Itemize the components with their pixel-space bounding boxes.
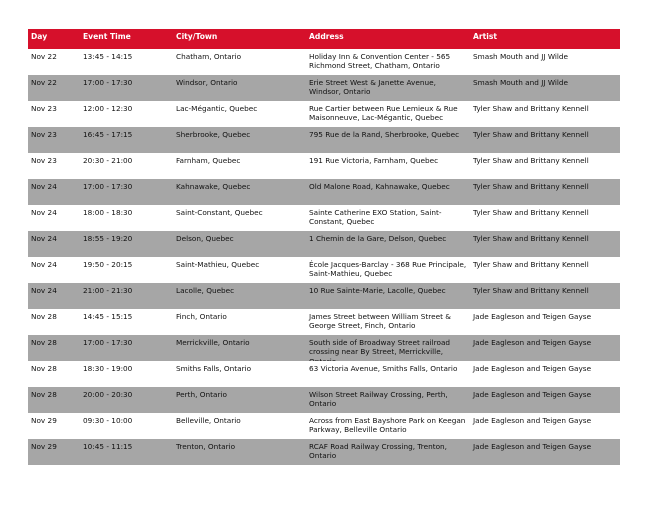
table-row	[28, 283, 620, 309]
cell-address: 63 Victoria Avenue, Smiths Falls, Ontario	[309, 364, 458, 373]
cell-artist: Jade Eagleson and Teigen Gayse	[473, 364, 592, 373]
cell-day: Nov 23	[31, 104, 57, 113]
cell-event-time: 09:30 - 10:00	[83, 416, 133, 425]
cell-artist: Smash Mouth and JJ Wilde	[473, 52, 569, 61]
cell-day: Nov 24	[31, 208, 57, 217]
cell-city-town: Finch, Ontario	[176, 312, 227, 321]
cell-day: Nov 28	[31, 364, 57, 373]
cell-artist: Tyler Shaw and Brittany Kennell	[473, 104, 589, 113]
cell-address: Rue Cartier between Rue Lemieux & Rue Maisonneuve, Lac-Mégantic, Quebec	[309, 104, 458, 123]
cell-artist: Tyler Shaw and Brittany Kennell	[473, 260, 589, 269]
table-row	[28, 153, 620, 179]
cell-artist: Tyler Shaw and Brittany Kennell	[473, 156, 589, 165]
cell-day: Nov 29	[31, 442, 57, 451]
cell-address: RCAF Road Railway Crossing, Trenton, Ontario	[309, 442, 447, 461]
cell-day: Nov 23	[31, 130, 57, 139]
cell-event-time: 12:00 - 12:30	[83, 104, 133, 113]
cell-city-town: Farnham, Quebec	[176, 156, 241, 165]
table-row	[28, 309, 620, 335]
cell-address: 795 Rue de la Rand, Sherbrooke, Quebec	[309, 130, 460, 139]
cell-day: Nov 24	[31, 260, 57, 269]
table-row	[28, 439, 620, 465]
cell-address: 1 Chemin de la Gare, Delson, Quebec	[309, 234, 447, 243]
cell-city-town: Merrickville, Ontario	[176, 338, 250, 347]
cell-day: Nov 24	[31, 234, 57, 243]
table-row	[28, 179, 620, 205]
cell-address: Holiday Inn & Convention Center - 565 Richmond Street, Chatham, Ontario	[309, 52, 451, 71]
cell-city-town: Sherbrooke, Quebec	[176, 130, 251, 139]
cell-event-time: 10:45 - 11:15	[83, 442, 133, 451]
cell-artist: Tyler Shaw and Brittany Kennell	[473, 208, 589, 217]
cell-city-town: Lacolle, Quebec	[176, 286, 235, 295]
cell-event-time: 13:45 - 14:15	[83, 52, 133, 61]
table-row	[28, 127, 620, 153]
table-row	[28, 49, 620, 75]
cell-artist: Tyler Shaw and Brittany Kennell	[473, 130, 589, 139]
cell-day: Nov 28	[31, 338, 57, 347]
cell-artist: Jade Eagleson and Teigen Gayse	[473, 416, 592, 425]
cell-day: Nov 22	[31, 52, 57, 61]
table-row	[28, 387, 620, 413]
cell-event-time: 18:55 - 19:20	[83, 234, 133, 243]
cell-address: Old Malone Road, Kahnawake, Quebec	[309, 182, 450, 191]
cell-day: Nov 24	[31, 286, 57, 295]
cell-artist: Smash Mouth and JJ Wilde	[473, 78, 569, 87]
cell-day: Nov 28	[31, 390, 57, 399]
table-row	[28, 335, 620, 361]
table-row	[28, 413, 620, 439]
cell-artist: Tyler Shaw and Brittany Kennell	[473, 234, 589, 243]
cell-day: Nov 24	[31, 182, 57, 191]
cell-day: Nov 28	[31, 312, 57, 321]
cell-event-time: 17:00 - 17:30	[83, 78, 133, 87]
header-artist: Artist	[473, 32, 498, 41]
cell-artist: Jade Eagleson and Teigen Gayse	[473, 442, 592, 451]
cell-day: Nov 29	[31, 416, 57, 425]
table-header-row	[28, 29, 620, 49]
cell-city-town: Smiths Falls, Ontario	[176, 364, 252, 373]
cell-event-time: 20:30 - 21:00	[83, 156, 133, 165]
cell-city-town: Kahnawake, Quebec	[176, 182, 251, 191]
cell-city-town: Belleville, Ontario	[176, 416, 241, 425]
cell-artist: Jade Eagleson and Teigen Gayse	[473, 390, 592, 399]
cell-address: Erie Street West & Janette Avenue, Windsor, Ontario	[309, 78, 436, 97]
cell-event-time: 17:00 - 17:30	[83, 338, 133, 347]
cell-day: Nov 22	[31, 78, 57, 87]
cell-city-town: Saint-Constant, Quebec	[176, 208, 263, 217]
cell-address: James Street between William Street & George Street, Finch, Ontario	[309, 312, 451, 331]
cell-city-town: Delson, Quebec	[176, 234, 234, 243]
cell-artist: Tyler Shaw and Brittany Kennell	[473, 182, 589, 191]
table-body	[28, 49, 620, 465]
table-row	[28, 75, 620, 101]
cell-address: Across from East Bayshore Park on Keegan Parkway, Belleville Ontario	[309, 416, 466, 435]
cell-event-time: 16:45 - 17:15	[83, 130, 133, 139]
header-city-town: City/Town	[176, 32, 218, 41]
cell-artist: Tyler Shaw and Brittany Kennell	[473, 286, 589, 295]
header-address: Address	[309, 32, 344, 41]
cell-city-town: Lac-Mégantic, Quebec	[176, 104, 258, 113]
table-row	[28, 257, 620, 283]
cell-city-town: Trenton, Ontario	[176, 442, 236, 451]
cell-city-town: Perth, Ontario	[176, 390, 227, 399]
cell-city-town: Saint-Mathieu, Quebec	[176, 260, 260, 269]
cell-event-time: 14:45 - 15:15	[83, 312, 133, 321]
cell-event-time: 20:00 - 20:30	[83, 390, 133, 399]
cell-address: 191 Rue Victoria, Farnham, Quebec	[309, 156, 439, 165]
cell-address: 10 Rue Sainte-Marie, Lacolle, Quebec	[309, 286, 446, 295]
table-row	[28, 205, 620, 231]
cell-address: Wilson Street Railway Crossing, Perth, Ontario	[309, 390, 448, 409]
header-event-time: Event Time	[83, 32, 131, 41]
cell-artist: Jade Eagleson and Teigen Gayse	[473, 312, 592, 321]
cell-day: Nov 23	[31, 156, 57, 165]
cell-artist: Jade Eagleson and Teigen Gayse	[473, 338, 592, 347]
table-row	[28, 101, 620, 127]
table-row	[28, 361, 620, 387]
cell-event-time: 19:50 - 20:15	[83, 260, 133, 269]
cell-event-time: 17:00 - 17:30	[83, 182, 133, 191]
cell-address: École Jacques-Barclay - 368 Rue Principale, Saint-Mathieu, Quebec	[309, 260, 467, 279]
schedule-table	[28, 29, 620, 465]
cell-city-town: Windsor, Ontario	[176, 78, 238, 87]
cell-event-time: 18:00 - 18:30	[83, 208, 133, 217]
header-day: Day	[31, 32, 48, 41]
cell-event-time: 21:00 - 21:30	[83, 286, 133, 295]
cell-address: Sainte Catherine EXO Station, Saint-Constant, Quebec	[309, 208, 442, 227]
table-row	[28, 231, 620, 257]
cell-event-time: 18:30 - 19:00	[83, 364, 133, 373]
cell-address: South side of Broadway Street railroad crossing near By Street, Merrickville,	[309, 338, 451, 357]
cell-city-town: Chatham, Ontario	[176, 52, 242, 61]
